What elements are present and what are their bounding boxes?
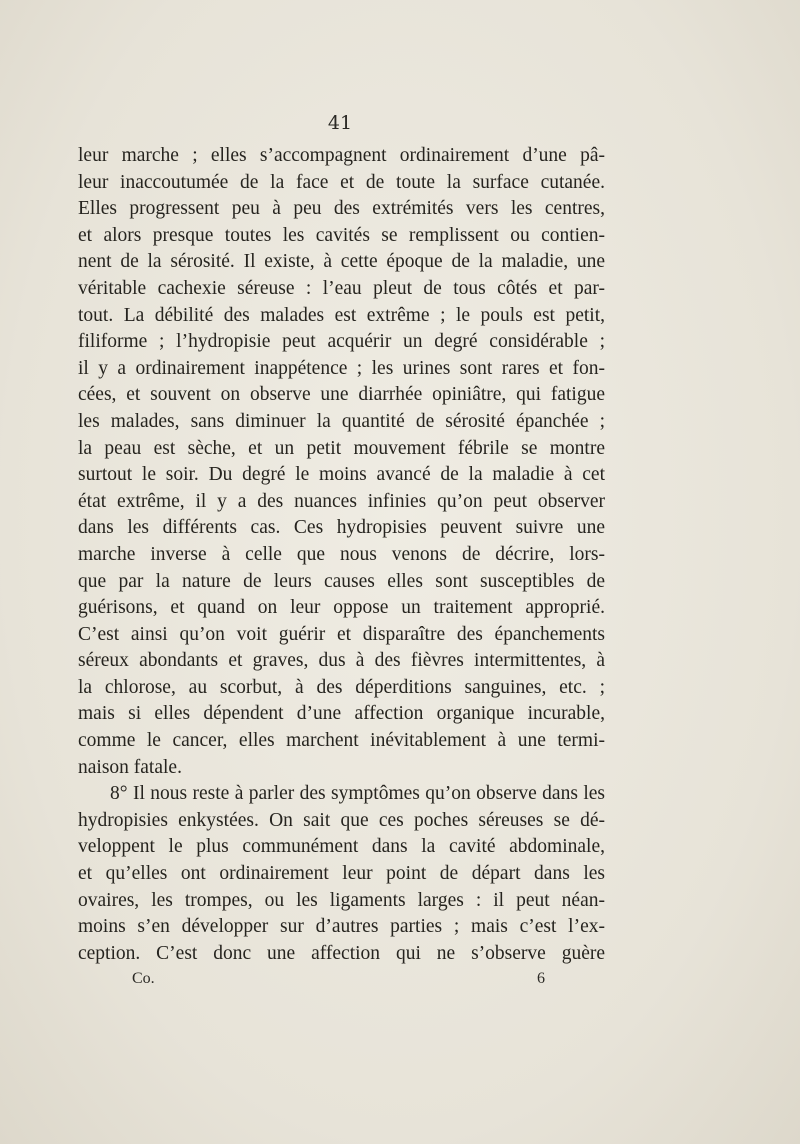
text-line: Elles progressent peu à peu des extrémités vers les centres, [78, 198, 605, 220]
text-line: leur marche ; elles s’accompagnent ordinairement d’une pâ- [78, 145, 605, 166]
text-line: marche inverse à celle que nous venons de décrire, lors- [78, 543, 605, 565]
text-line: mais si elles dépendent d’une affection organique incurable, [78, 703, 605, 725]
text-line: nent de la sérosité. Il existe, à cette époque de la maladie, une [78, 251, 605, 273]
text-line: ception. C’est donc une affection qui ne s’observe guère [78, 942, 605, 964]
text-line: séreux abondants et graves, dus à des fièvres intermittentes, à [78, 650, 605, 672]
body-text [78, 143, 605, 967]
text-line: les malades, sans diminuer la quantité de sérosité épanchée ; [78, 410, 605, 432]
text-line: moins s’en développer sur d’autres parties ; mais c’est l’ex- [78, 916, 605, 938]
text-line: la chlorose, au scorbut, à des déperditions sanguines, etc. ; [78, 676, 605, 698]
text-line: véritable cachexie séreuse : l’eau pleut de tous côtés et par- [78, 277, 605, 299]
text-line: la peau est sèche, et un petit mouvement fébrile se montre [78, 437, 605, 459]
text-line: et alors presque toutes les cavités se remplissent ou contien- [78, 224, 605, 246]
text-line: hydropisies enkystées. On sait que ces poches séreuses se dé- [78, 809, 605, 831]
signature-mark: Co. [132, 970, 155, 987]
text-line: veloppent le plus communément dans la cavité abdominale, [78, 836, 605, 858]
text-line: filiforme ; l’hydropisie peut acquérir un degré considérable ; [78, 331, 605, 353]
text-line: que par la nature de leurs causes elles sont susceptibles de [78, 570, 605, 592]
text-line: 8° Il nous reste à parler des symptômes qu’on observe dans les [110, 783, 605, 805]
text-line: état extrême, il y a des nuances infinies qu’on peut observer [78, 490, 605, 512]
text-line: naison fatale. [78, 756, 182, 778]
text-line: dans les différents cas. Ces hydropisies peuvent suivre une [78, 517, 605, 539]
text-line: cées, et souvent on observe une diarrhée opiniâtre, qui fatigue [78, 384, 605, 406]
sheet-number: 6 [537, 970, 545, 987]
text-line: tout. La débilité des malades est extrême ; le pouls est petit, [78, 304, 605, 326]
text-line: comme le cancer, elles marchent inévitablement à une termi- [78, 730, 605, 752]
text-line: ovaires, les trompes, ou les ligaments larges : il peut néan- [78, 889, 605, 911]
text-line: il y a ordinairement inappétence ; les urines sont rares et fon- [78, 357, 605, 379]
text-line: C’est ainsi qu’on voit guérir et disparaître des épanchements [78, 623, 605, 645]
text-line: surtout le soir. Du degré le moins avancé de la maladie à cet [78, 464, 605, 486]
text-line: et qu’elles ont ordinairement leur point de départ dans les [78, 863, 605, 885]
text-line: leur inaccoutumée de la face et de toute la surface cutanée. [78, 171, 605, 193]
text-line: guérisons, et quand on leur oppose un traitement approprié. [78, 597, 605, 619]
page-number: 41 [327, 112, 353, 134]
